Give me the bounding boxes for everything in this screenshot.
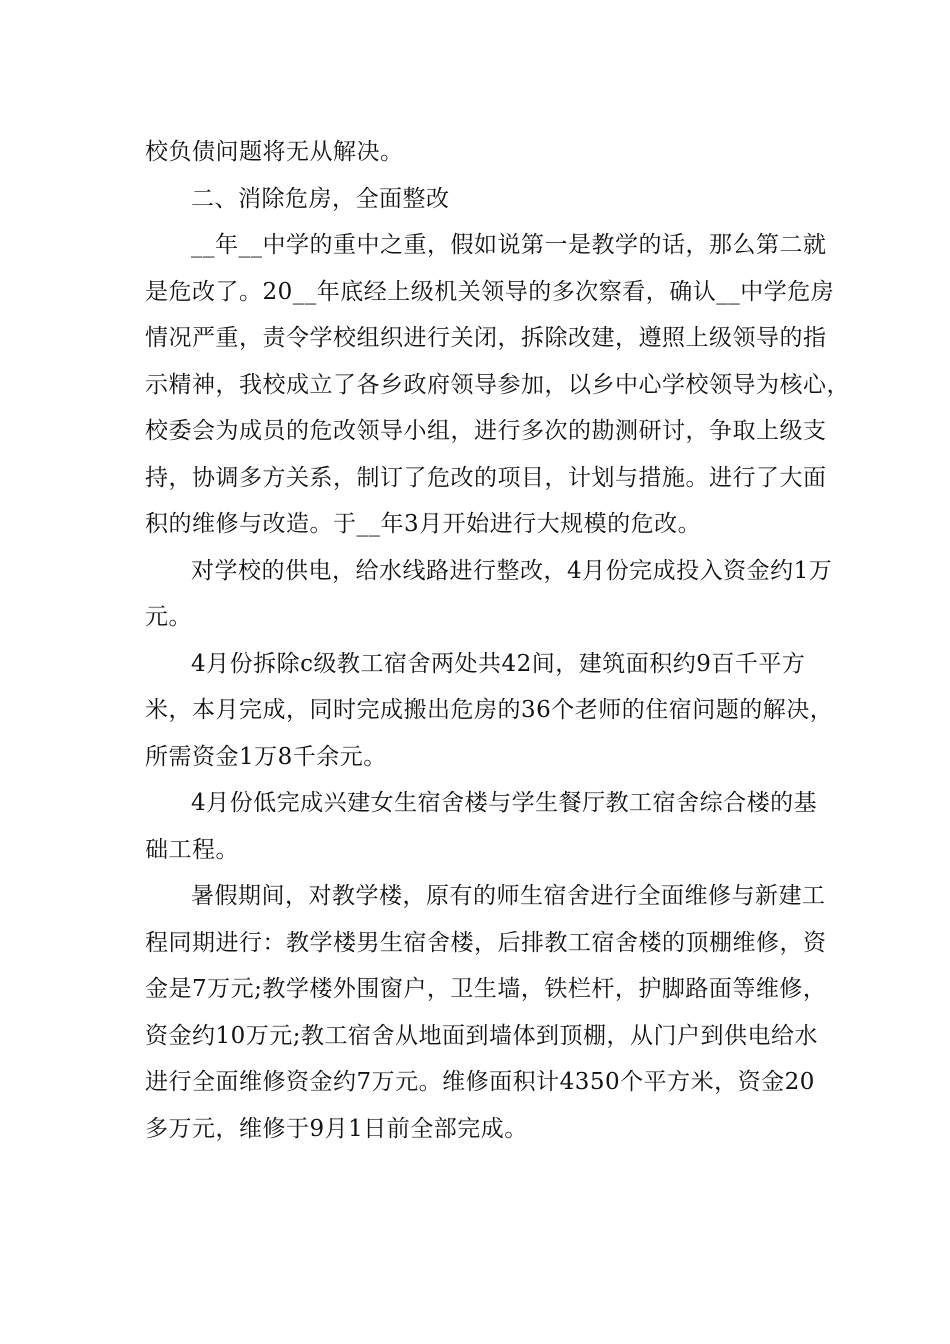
paragraph-power-water (145, 548, 833, 641)
text-line: 元。 (145, 604, 192, 630)
text-line: 校委会为成员的危改领导小组，进行多次的勘测研讨，争取上级支 (145, 418, 827, 444)
paragraph-debt-conclusion (145, 129, 811, 176)
section-heading: 二、消除危房，全面整改 (191, 185, 450, 212)
text-line: 4月份低完成兴建女生宿舍楼与学生餐厅教工宿舍综合楼的基 (191, 790, 818, 816)
text-line: 是危改了。20__年底经上级机关领导的多次察看，确认__中学危房 (145, 278, 835, 305)
text-line: __年__中学的重中之重，假如说第一是教学的话，那么第二就 (191, 232, 827, 258)
text-line: 对学校的供电，给水线路进行整改，4月份完成投入资金约1万 (191, 557, 833, 584)
text-line: 进行全面维修资金约7万元。维修面积计4350个平方米，资金20 (145, 1069, 815, 1095)
text-line: 校负债问题将无从解决。 (145, 139, 404, 165)
text-line: 金是7万元;教学楼外围窗户，卫生墙，铁栏杆，护脚路面等维修， (145, 976, 827, 1002)
text-line: 暑假期间，对教学楼，原有的师生宿舍进行全面维修与新建工 (191, 883, 826, 909)
text-line: 础工程。 (145, 836, 239, 863)
text-line: 所需资金1万8千余元。 (145, 743, 387, 770)
text-line: 持，协调多方关系，制订了危改的项目，计划与措施。进行了大面 (145, 464, 827, 491)
text-line: 多万元，维修于9月1日前全部完成。 (145, 1115, 528, 1142)
document-body (145, 129, 850, 1152)
text-line: 示精神，我校成立了各乡政府领导参加，以乡中心学校领导为核心， (145, 371, 850, 398)
text-line: 程同期进行：教学楼男生宿舍楼，后排教工宿舍楼的顶棚维修，资 (145, 929, 827, 956)
section-heading-danger-housing (145, 176, 811, 223)
paragraph-renovation-overview (145, 222, 850, 548)
text-line: 米，本月完成，同时完成搬出危房的36个老师的住宿问题的解决， (145, 697, 834, 723)
text-line: 4月份拆除c级教工宿舍两处共42间，建筑面积约9百千平方 (191, 650, 806, 677)
paragraph-demolition (145, 641, 834, 781)
text-line: 资金约10万元;教工宿舍从地面到墙体到顶棚，从门户到供电给水 (145, 1022, 819, 1049)
text-line: 情况严重，责令学校组织进行关闭，拆除改建，遵照上级领导的指 (145, 325, 827, 351)
paragraph-summer-maintenance (145, 873, 827, 1152)
text-line: 积的维修与改造。于__年3月开始进行大规模的危改。 (145, 511, 702, 537)
paragraph-foundation (145, 780, 818, 873)
